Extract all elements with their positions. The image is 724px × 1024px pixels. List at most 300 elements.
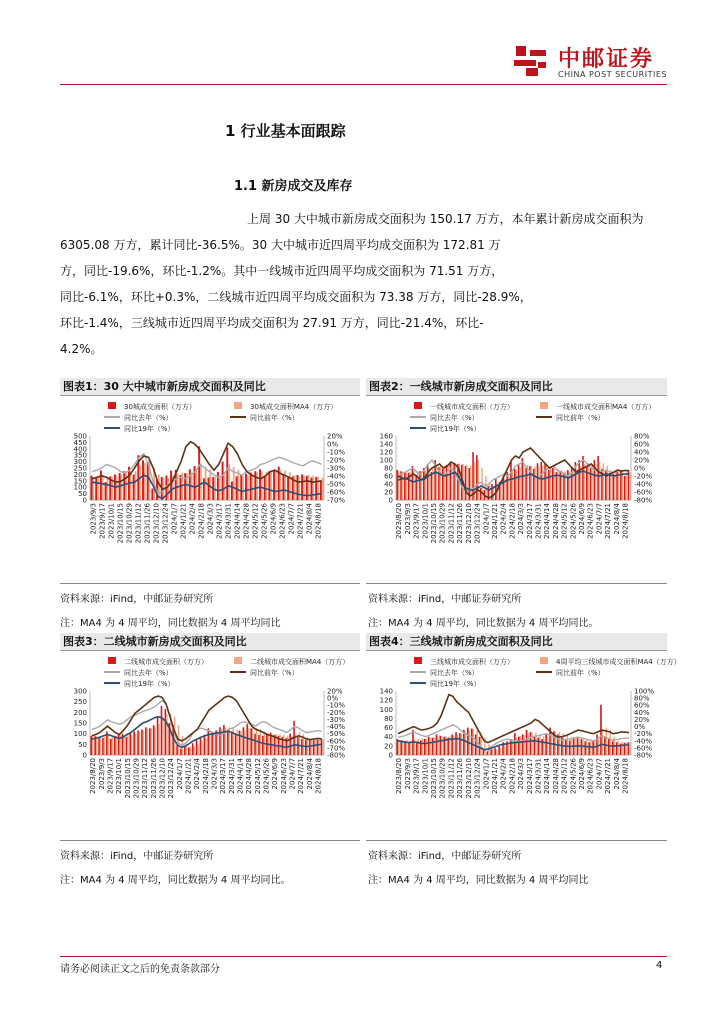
figure-3-chart (60, 653, 360, 821)
y-left-tick-label: 200 (73, 708, 87, 717)
bar-ma4 (531, 732, 532, 755)
y-right-tick-label: -30% (327, 464, 346, 473)
figure-2-source: 资料来源：iFind，中邮证券研究所 (368, 594, 522, 605)
x-tick-label: 2024/3/31 (227, 758, 236, 794)
x-tick-label: 2024/3/3 (517, 503, 526, 535)
x-tick-label: 2024/7/7 (287, 503, 296, 535)
y-right-tick-label: 20% (327, 432, 343, 441)
x-tick-label: 2023/10/15 (123, 758, 132, 799)
bar (250, 728, 252, 755)
bar (584, 741, 586, 755)
x-tick-label: 2023/10/15 (116, 503, 125, 544)
bar (246, 724, 248, 755)
bar-ma4 (121, 474, 123, 500)
y-right-tick-label: -80% (327, 751, 346, 760)
bar (129, 733, 131, 755)
bar-ma4 (115, 736, 116, 755)
bar (245, 474, 247, 500)
bar-ma4 (197, 744, 198, 755)
legend-label: 30城成交面积MA4（万方） (250, 403, 338, 411)
x-tick-label: 2023/10/1 (421, 758, 430, 794)
y-left-tick-label: 40 (384, 733, 393, 742)
bar (495, 478, 497, 500)
x-tick-label: 2024/3/31 (534, 758, 543, 794)
bar (208, 478, 210, 500)
y-right-tick-label: -60% (634, 488, 653, 497)
y-left-tick-label: 50 (78, 740, 87, 749)
bar (578, 460, 580, 500)
y-right-tick-label: -20% (634, 730, 653, 739)
x-tick-label: 2023/11/12 (134, 503, 143, 544)
figure-3-source: 资料来源：iFind，中邮证券研究所 (60, 851, 214, 862)
bar-ma4 (414, 739, 415, 755)
x-tick-label: 2024/3/17 (219, 758, 228, 794)
bar (400, 740, 402, 755)
bar (100, 471, 102, 500)
bar-ma4 (406, 471, 407, 500)
bar (161, 706, 163, 755)
paragraph-line: 4.2%。 (60, 342, 103, 356)
bar-ma4 (519, 467, 520, 500)
y-left-tick-label: 60 (384, 724, 393, 733)
figure-4-note: 注：MA4 为 4 周平均，同比数据为 4 周平均同比 (368, 875, 589, 886)
x-tick-label: 2023/12/24 (167, 758, 176, 799)
bar-ma4 (543, 736, 544, 755)
y-left-tick-label: 150 (73, 477, 87, 486)
bar (240, 474, 242, 500)
x-tick-label: 2024/7/7 (595, 758, 604, 790)
bar-ma4 (131, 735, 132, 755)
x-tick-label: 2024/7/7 (595, 503, 604, 535)
y-left-tick-label: 160 (379, 432, 393, 441)
bar-ma4 (472, 729, 473, 755)
y-right-tick-label: -40% (327, 723, 346, 732)
bar (184, 746, 186, 755)
bar (133, 732, 135, 755)
x-tick-label: 2024/8/18 (314, 503, 323, 539)
figure-2-panel (366, 378, 667, 568)
bar-ma4 (603, 463, 604, 500)
x-tick-label: 2023/10/29 (438, 758, 447, 799)
legend-label: 4周平均三线城市成交面积MA4（万方） (556, 658, 681, 666)
x-tick-label: 2023/12/24 (473, 503, 482, 544)
x-tick-label: 2024/8/4 (612, 758, 621, 790)
legend-label: 三线城市成交面积（万方） (430, 658, 514, 666)
paragraph-line: 方，同比-19.6%，环比-1.2%。其中一线城市近四周平均成交面积为 71.51 万方， (60, 264, 504, 278)
bar (180, 749, 182, 755)
x-tick-label: 2024/3/17 (215, 503, 224, 539)
figure-3-title: 图表3：二线城市新房成交面积及同比 (60, 633, 360, 651)
bar (126, 737, 128, 755)
x-tick-label: 2024/6/9 (578, 758, 586, 790)
bar (491, 484, 493, 500)
y-right-tick-label: 80% (634, 432, 650, 441)
y-left-tick-label: 300 (73, 687, 87, 696)
bar-ma4 (314, 740, 315, 755)
figure-rule (366, 840, 667, 841)
y-right-tick-label: 40% (634, 448, 650, 457)
bar (133, 474, 135, 500)
bar (530, 732, 532, 755)
y-left-tick-label: 20 (384, 488, 393, 497)
bar-ma4 (190, 747, 191, 755)
bar (258, 735, 260, 755)
brand-logo-icon (512, 42, 548, 78)
bar-ma4 (213, 732, 214, 755)
legend-label: 同比19年（%） (430, 425, 481, 433)
bar (534, 736, 536, 755)
bar (510, 462, 512, 500)
x-tick-label: 2023/10/1 (421, 503, 430, 539)
bar-ma4 (139, 732, 140, 755)
y-right-tick-label: 60% (634, 701, 650, 710)
bar (596, 734, 598, 755)
bar (442, 469, 444, 500)
x-tick-label: 2024/5/12 (251, 503, 260, 539)
bar-ma4 (151, 728, 152, 755)
bar (453, 463, 455, 500)
x-tick-label: 2024/8/18 (621, 503, 630, 539)
bar-ma4 (594, 741, 595, 755)
y-left-tick-label: 0 (82, 751, 87, 760)
x-tick-label: 2023/10/1 (107, 503, 116, 539)
legend-label: 一线城市成交面积MA4（万方） (556, 403, 656, 411)
bar-ma4 (244, 730, 245, 755)
legend-swatch (108, 657, 116, 664)
bar-ma4 (539, 734, 540, 755)
x-tick-label: 2023/10/29 (125, 503, 134, 544)
x-tick-label: 2024/7/7 (288, 758, 297, 790)
bar (494, 748, 496, 755)
x-tick-label: 2024/4/28 (245, 758, 254, 794)
x-tick-label: 2024/4/28 (242, 503, 251, 539)
bar (616, 742, 618, 755)
legend-label: 30城成交面积（万方） (124, 403, 196, 411)
x-tick-label: 2023/9/3 (89, 503, 98, 535)
bar-ma4 (559, 732, 560, 755)
bar (548, 470, 550, 500)
bar (211, 732, 213, 755)
y-left-tick-label: 200 (73, 470, 87, 479)
y-right-tick-label: 40% (634, 708, 650, 717)
y-left-tick-label: 50 (78, 490, 87, 499)
bar (321, 739, 323, 755)
bar (396, 739, 398, 755)
paragraph-line: 环比-1.4%，三线城市近四周平均成交面积为 27.91 万方，同比-21.4%，环比- (60, 316, 484, 330)
bar (262, 736, 264, 755)
bar-ma4 (557, 468, 558, 500)
bar (423, 468, 425, 500)
bar (165, 709, 167, 755)
y-right-tick-label: 0% (327, 694, 339, 703)
figure-4-chart (366, 653, 681, 821)
bar-ma4 (542, 466, 543, 500)
bar-ma4 (247, 475, 249, 500)
legend-swatch (414, 402, 422, 409)
bar (415, 476, 417, 500)
legend-label: 同比19年（%） (124, 680, 175, 688)
bar (282, 474, 284, 500)
y-left-tick-label: 100 (379, 456, 393, 465)
bar (514, 469, 516, 500)
x-tick-label: 2023/10/29 (438, 503, 447, 544)
y-right-tick-label: -80% (634, 496, 653, 505)
y-right-tick-label: -40% (634, 480, 653, 489)
figure-1-source: 资料来源：iFind，中邮证券研究所 (60, 594, 214, 605)
bar-ma4 (553, 467, 554, 500)
bar (427, 464, 429, 500)
bar-ma4 (445, 736, 446, 755)
x-tick-label: 2024/6/9 (269, 503, 278, 535)
x-tick-label: 2023/9/17 (412, 758, 421, 794)
x-tick-label: 2024/3/3 (206, 503, 215, 535)
bar-ma4 (209, 735, 210, 755)
bar-ma4 (219, 476, 221, 500)
bar-ma4 (547, 737, 548, 755)
bar-ma4 (500, 748, 501, 755)
x-tick-label: 2024/8/18 (621, 758, 630, 794)
series-line (398, 695, 629, 743)
x-tick-label: 2024/1/21 (490, 758, 499, 794)
y-right-tick-label: -20% (634, 472, 653, 481)
bar (522, 734, 524, 755)
y-right-tick-label: -40% (327, 472, 346, 481)
header-rule (60, 84, 667, 85)
x-tick-label: 2024/5/12 (253, 758, 262, 794)
bar (525, 468, 527, 500)
brand-name-en: CHINA POST SECURITIES (558, 70, 667, 79)
y-left-tick-label: 450 (73, 438, 87, 447)
x-tick-label: 2023/11/12 (447, 758, 456, 799)
bar-ma4 (466, 465, 467, 500)
legend-label: 同比前年（%） (250, 414, 299, 422)
bar-ma4 (492, 749, 493, 755)
x-tick-label: 2024/1/21 (490, 503, 499, 539)
x-tick-label: 2023/11/26 (149, 758, 158, 799)
y-left-tick-label: 250 (73, 698, 87, 707)
bar-ma4 (515, 470, 516, 500)
x-tick-label: 2024/3/17 (525, 758, 534, 794)
bar (141, 729, 143, 755)
y-left-tick-label: 20 (384, 742, 393, 751)
bar (440, 736, 442, 755)
figure-2-chart (366, 398, 667, 566)
legend-label: 同比前年（%） (250, 669, 299, 677)
figure-1-note: 注：MA4 为 4 周平均，同比数据为 4 周平均同比 (60, 618, 281, 629)
x-tick-label: 2024/6/23 (278, 503, 287, 539)
bar (137, 730, 139, 755)
x-tick-label: 2024/4/28 (551, 503, 560, 539)
x-tick-label: 2024/3/31 (224, 503, 233, 539)
y-right-tick-label: -70% (327, 744, 346, 753)
bar (235, 734, 237, 755)
bar-ma4 (147, 729, 148, 755)
x-tick-label: 2024/5/12 (560, 503, 569, 539)
bar-ma4 (422, 739, 423, 755)
legend-label: 同比19年（%） (430, 680, 481, 688)
y-right-tick-label: -40% (634, 737, 653, 746)
legend-label: 同比去年（%） (430, 669, 479, 677)
y-right-tick-label: -60% (327, 488, 346, 497)
bar (320, 481, 322, 500)
bar-ma4 (209, 469, 211, 500)
legend-label: 同比19年（%） (124, 425, 175, 433)
bar (207, 728, 209, 755)
bar-ma4 (436, 466, 437, 500)
x-tick-label: 2024/1/7 (482, 503, 491, 535)
page-number: 4 (656, 960, 663, 971)
bar-ma4 (275, 471, 277, 500)
bar-ma4 (104, 737, 105, 755)
y-left-tick-label: 100 (379, 705, 393, 714)
y-right-tick-label: 100% (634, 687, 655, 696)
y-left-tick-label: 100 (73, 730, 87, 739)
bar-ma4 (312, 476, 314, 500)
y-right-tick-label: -50% (327, 480, 346, 489)
y-right-tick-label: -50% (327, 730, 346, 739)
figure-rule (60, 840, 360, 841)
bar (315, 477, 317, 500)
bar-ma4 (441, 736, 442, 755)
bar-ma4 (287, 736, 288, 755)
y-left-tick-label: 250 (73, 464, 87, 473)
y-left-tick-label: 100 (73, 483, 87, 492)
bar (231, 481, 233, 500)
bar-ma4 (421, 471, 422, 500)
y-left-tick-label: 120 (379, 448, 393, 457)
bar (472, 452, 474, 500)
bar (514, 733, 516, 755)
bar (569, 740, 571, 755)
legend-label: 一线城市成交面积（万方） (430, 403, 514, 411)
bar (592, 741, 594, 755)
y-right-tick-label: -10% (327, 701, 346, 710)
bar (498, 746, 500, 755)
x-tick-label: 2024/1/7 (170, 503, 179, 535)
bar-ma4 (270, 472, 272, 500)
figure-3-panel (60, 633, 360, 823)
x-tick-label: 2023/12/10 (464, 503, 473, 544)
bar-ma4 (527, 733, 528, 755)
bar-ma4 (496, 750, 497, 755)
bar-ma4 (283, 735, 284, 755)
bar (184, 473, 186, 500)
bar-ma4 (617, 740, 618, 755)
x-tick-label: 2024/5/26 (569, 758, 578, 794)
bar-ma4 (261, 471, 263, 500)
bar-ma4 (108, 736, 109, 755)
bar (200, 738, 202, 755)
bar (227, 729, 229, 755)
bar (289, 734, 291, 755)
bar-ma4 (512, 472, 513, 500)
bar (582, 456, 584, 500)
y-left-tick-label: 0 (82, 496, 87, 505)
bar (396, 470, 398, 500)
x-tick-label: 2024/7/21 (296, 503, 305, 539)
section-heading: 1 行业基本面跟踪 (225, 122, 346, 140)
bar (157, 717, 159, 755)
bar-ma4 (461, 734, 462, 755)
paragraph-line: 上周 30 大中城市新房成交面积为 150.17 万方，本年累计新房成交面积为 (247, 212, 644, 226)
bar-ma4 (201, 741, 202, 755)
bar-ma4 (139, 465, 141, 500)
bar (170, 471, 172, 500)
bar (110, 739, 112, 755)
bar (114, 736, 116, 755)
bar (613, 474, 615, 500)
x-tick-label: 2024/6/23 (586, 503, 595, 539)
y-right-tick-label: -10% (327, 448, 346, 457)
x-tick-label: 2024/6/23 (279, 758, 288, 794)
bar (179, 475, 181, 500)
bar (222, 462, 224, 500)
bar (404, 472, 406, 500)
bar (424, 739, 426, 755)
x-tick-label: 2024/1/21 (184, 758, 193, 794)
y-left-tick-label: 350 (73, 451, 87, 460)
bar-ma4 (504, 745, 505, 755)
figure-3-note: 注：MA4 为 4 周平均，同比数据为 4 周平均同比。 (60, 875, 291, 886)
bar (588, 742, 590, 755)
bar (604, 737, 606, 755)
bar (149, 728, 151, 755)
y-right-tick-label: 20% (634, 715, 650, 724)
bar (537, 738, 539, 755)
legend-swatch (234, 657, 242, 664)
bar (250, 472, 252, 500)
y-right-tick-label: 0% (634, 723, 646, 732)
x-tick-label: 2024/1/21 (179, 503, 188, 539)
x-tick-label: 2023/11/26 (456, 503, 465, 544)
y-left-tick-label: 150 (73, 719, 87, 728)
y-right-tick-label: 80% (634, 694, 650, 703)
bar-ma4 (523, 464, 524, 500)
bar-ma4 (534, 467, 535, 500)
footer-rule (60, 956, 667, 957)
y-right-tick-label: -80% (634, 751, 653, 760)
bar (533, 469, 535, 500)
x-tick-label: 2024/4/14 (543, 758, 552, 794)
bar-ma4 (158, 724, 159, 755)
bar-ma4 (508, 743, 509, 755)
bar (223, 725, 225, 755)
y-left-tick-label: 140 (379, 440, 393, 449)
bar (419, 471, 421, 500)
bar (404, 741, 406, 755)
x-tick-label: 2024/2/18 (201, 758, 210, 794)
bar (204, 735, 206, 755)
bar (153, 725, 155, 755)
y-left-tick-label: 80 (384, 714, 393, 723)
x-tick-label: 2023/12/10 (464, 758, 473, 799)
x-tick-label: 2024/2/4 (188, 503, 197, 535)
bar-ma4 (550, 466, 551, 500)
bar (254, 471, 256, 500)
y-left-tick-label: 0 (388, 496, 393, 505)
bar-ma4 (587, 463, 588, 500)
bar (510, 739, 512, 755)
bar (522, 458, 524, 500)
legend-swatch (540, 657, 548, 664)
x-tick-label: 2023/10/15 (430, 503, 439, 544)
x-tick-label: 2024/1/7 (482, 758, 491, 790)
x-tick-label: 2023/9/17 (412, 503, 421, 539)
bar-ma4 (429, 738, 430, 755)
bar-ma4 (154, 727, 155, 755)
bar (301, 739, 303, 755)
x-tick-label: 2024/5/26 (569, 503, 578, 539)
